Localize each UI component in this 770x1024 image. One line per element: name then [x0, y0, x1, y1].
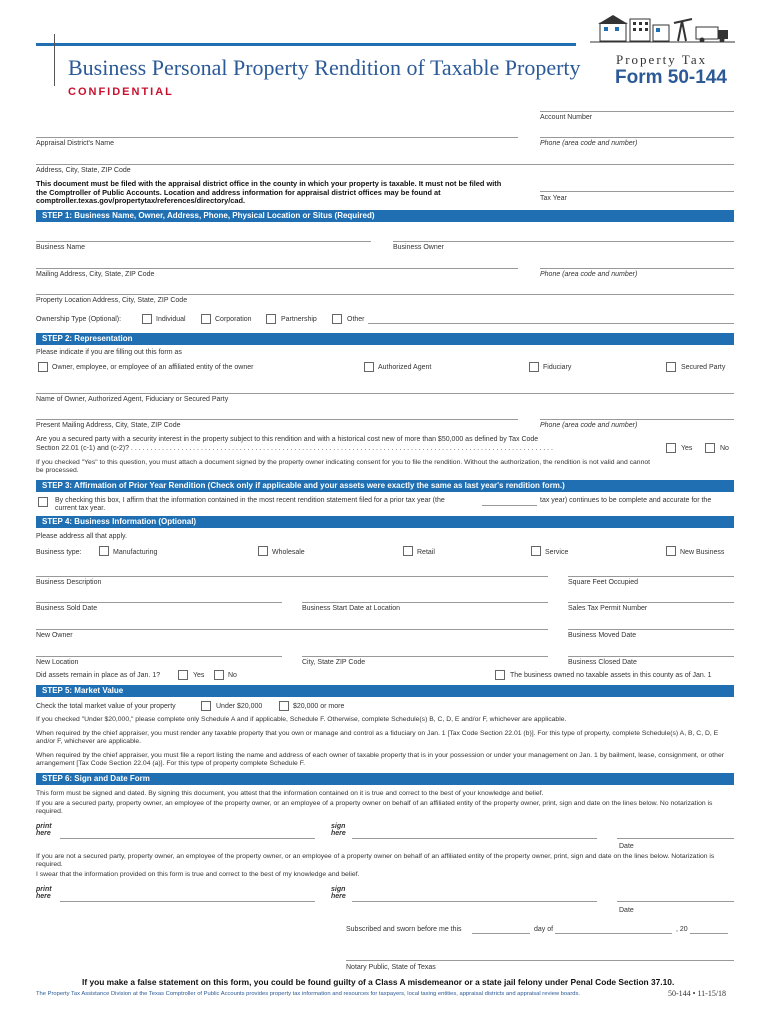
ownership-type-label: Ownership Type (Optional):	[36, 316, 122, 323]
new-owner-label: New Owner	[36, 632, 73, 639]
value-over-label: $20,000 or more	[293, 703, 345, 710]
type-service-label: Service	[545, 549, 569, 556]
ownership-other-label: Other	[347, 316, 365, 323]
step6-paragraph-1: This form must be signed and dated. By signing this document, you attest that the information contained on it is true and correct to the best of your knowledge and belief.	[36, 790, 544, 797]
subscribed-day-line[interactable]	[472, 933, 530, 934]
mailing-address-line[interactable]	[36, 268, 518, 269]
print-here-label-1	[36, 823, 52, 837]
affirmation-text-a: By checking this box, I affirm that the information contained in the most recent rendition statement filed for a prior tax year (the	[55, 497, 445, 504]
moved-date-line[interactable]	[568, 629, 734, 630]
print-name-line-1[interactable]	[60, 838, 315, 839]
value-under-label: Under $20,000	[216, 703, 263, 710]
business-description-line[interactable]	[36, 576, 548, 577]
print-here-1-bottom: here	[36, 830, 51, 837]
step5-paragraph-3: When required by the chief appraiser, you must file a report listing the name and address of each owner of taxable property that is in your possession or under your management on Jan. 1 by bailment, lease, consignment, or other arrangement [Tax Code Section 22.04 (a)]. For this type of property complete Schedule F.	[36, 752, 725, 767]
step4-header: STEP 4: Business Information (Optional)	[36, 516, 734, 528]
day-of-label: day of	[534, 926, 554, 933]
sign-here-2-top: sign	[331, 886, 346, 893]
sold-date-label: Business Sold Date	[36, 605, 98, 612]
rep-owner-checkbox[interactable]	[38, 362, 48, 372]
secured-yes-note: If you checked "Yes" to this question, you must attach a document signed by the property owner indicating consent for you to file the rendition. Without the authorization, the rendition is not valid and cannot be processed.	[36, 459, 651, 474]
secured-question-line2: Section 22.01 (c-1) and (c-2)? . . . . . . . . . . . . . . . . . . . . . . . . . . . . . . . . . . . . . . . . . . . . . . . . . . . . . . . . . . . . . . . . . . . . . . . . . . . . . . . . . . . . . . . . . . . . . . . . . . . . . . . . . . . . .	[36, 445, 553, 452]
new-owner-line[interactable]	[36, 629, 548, 630]
secured-no-checkbox[interactable]	[705, 443, 715, 453]
type-wholesale-checkbox[interactable]	[258, 546, 268, 556]
no-taxable-assets-checkbox[interactable]	[495, 670, 505, 680]
affirmation-text-c: current tax year.	[55, 505, 106, 512]
step2-intro: Please indicate if you are filling out this form as	[36, 349, 182, 356]
tax-year-label: Tax Year	[540, 195, 567, 202]
step5-paragraph-1: If you checked "Under $20,000," please complete only Schedule A and if applicable, Schedule F. Otherwise, complete Schedule(s) B, C, D, E and/or F, whichever are applicable.	[36, 716, 567, 723]
step1-phone-line[interactable]	[540, 268, 734, 269]
rep-agent-checkbox[interactable]	[364, 362, 374, 372]
subscribed-year-line[interactable]	[690, 933, 728, 934]
ownership-individual-label: Individual	[156, 316, 186, 323]
account-number-line[interactable]	[540, 111, 734, 112]
rep-fiduciary-checkbox[interactable]	[529, 362, 539, 372]
closed-date-line[interactable]	[568, 656, 734, 657]
property-location-label: Property Location Address, City, State, ZIP Code	[36, 297, 188, 304]
step6-paragraph-3: If you are not a secured party, property owner, an employee of the property owner, or an employee of a property owner on behalf of an affiliated entity of the property owner, print, sign and date on the lines below. Notarization is required.	[36, 853, 715, 868]
false-statement-warning: If you make a false statement on this form, you could be found guilty of a Class A misdemeanor or a state jail felony under Penal Code Section 37.10.	[82, 977, 675, 987]
step6-paragraph-4: I swear that the information provided on this form is true and correct to the best of my knowledge and belief.	[36, 871, 360, 878]
rep-name-label: Name of Owner, Authorized Agent, Fiduciary or Secured Party	[36, 396, 229, 403]
step6-header: STEP 6: Sign and Date Form	[36, 773, 734, 785]
step4-intro: Please address all that apply.	[36, 533, 127, 540]
type-service-checkbox[interactable]	[531, 546, 541, 556]
closed-date-label: Business Closed Date	[568, 659, 637, 666]
ownership-other-checkbox[interactable]	[332, 314, 342, 324]
signature-line-1[interactable]	[352, 838, 597, 839]
comma-20-label: , 20	[676, 926, 688, 933]
rep-secured-label: Secured Party	[681, 364, 726, 371]
step5-header: STEP 5: Market Value	[36, 685, 734, 697]
rep-fiduciary-label: Fiduciary	[543, 364, 572, 371]
check-value-label: Check the total market value of your property	[36, 703, 176, 710]
sign-here-1-bottom: here	[331, 830, 346, 837]
value-over-checkbox[interactable]	[279, 701, 289, 711]
property-tax-label: Property Tax	[616, 52, 708, 67]
form-number: Form 50-144	[615, 67, 727, 88]
ownership-other-line[interactable]	[368, 323, 734, 324]
square-feet-label: Square Feet Occupied	[568, 579, 639, 586]
step6-paragraph-2: If you are a secured party, property owner, an employee of the property owner, or an employee of a property owner on behalf of an affiliated entity of the property owner, print, sign and date on the lines below. No notarization is required.	[36, 800, 713, 815]
ownership-corporation-checkbox[interactable]	[201, 314, 211, 324]
present-address-label: Present Mailing Address, City, State, ZIP Code	[36, 422, 181, 429]
rep-secured-checkbox[interactable]	[666, 362, 676, 372]
top-phone-line[interactable]	[540, 137, 734, 138]
present-address-line[interactable]	[36, 419, 518, 420]
step5-paragraph-2: When required by the chief appraiser, you must render any taxable property that you own or manage and control as a fiduciary on Jan. 1 [Tax Code Section 22.01 (b)]. For this type of property, complete Schedule(s) A, B, C, D, E and/or F, whichever are applicable.	[36, 730, 719, 745]
moved-date-label: Business Moved Date	[568, 632, 637, 639]
business-name-label: Business Name	[36, 244, 86, 251]
form-code: 50-144 • 11-15/18	[668, 989, 727, 998]
sign-here-1-top: sign	[331, 823, 346, 830]
mailing-address-label: Mailing Address, City, State, ZIP Code	[36, 271, 155, 278]
step2-header: STEP 2: Representation	[36, 333, 734, 345]
ownership-partnership-label: Partnership	[281, 316, 317, 323]
header-rule	[36, 43, 576, 46]
appraisal-district-label: Appraisal District's Name	[36, 140, 114, 147]
date-label-2: Date	[619, 907, 634, 914]
business-owner-line[interactable]	[393, 241, 734, 242]
top-phone-label: Phone (area code and number)	[540, 140, 638, 147]
subscribed-label: Subscribed and sworn before me this	[346, 926, 462, 933]
print-here-2-bottom: here	[36, 893, 51, 900]
ownership-individual-checkbox[interactable]	[142, 314, 152, 324]
rep-agent-label: Authorized Agent	[378, 364, 432, 371]
new-location-label: New Location	[36, 659, 79, 666]
top-address-label: Address, City, State, ZIP Code	[36, 167, 131, 174]
print-here-1-top: print	[36, 823, 52, 830]
form-title: Business Personal Property Rendition of Taxable Property	[68, 55, 581, 80]
assets-no-label: No	[228, 672, 237, 679]
sign-here-2-bottom: here	[331, 893, 346, 900]
confidential-label: CONFIDENTIAL	[68, 86, 174, 98]
secured-no-label: No	[720, 445, 729, 452]
step1-phone-label: Phone (area code and number)	[540, 271, 638, 278]
assets-no-checkbox[interactable]	[214, 670, 224, 680]
subscribed-month-line[interactable]	[555, 933, 672, 934]
type-manufacturing-label: Manufacturing	[113, 549, 158, 556]
affirmation-text-b: tax year) continues to be complete and accurate for the	[540, 497, 712, 504]
sold-date-line[interactable]	[36, 602, 282, 603]
assets-question: Did assets remain in place as of Jan. 1?	[36, 672, 161, 679]
secured-yes-label: Yes	[681, 445, 693, 452]
assets-yes-label: Yes	[193, 672, 205, 679]
print-here-2-top: print	[36, 886, 52, 893]
start-date-label: Business Start Date at Location	[302, 605, 401, 612]
ownership-corporation-label: Corporation	[215, 316, 252, 323]
secured-question-line1: Are you a secured party with a security interest in the property subject to this rendition and with a historical cost new of more than $50,000 as defined by Tax Code	[36, 436, 539, 443]
header-left-tick	[54, 34, 55, 86]
business-owner-label: Business Owner	[393, 244, 444, 251]
sales-tax-label: Sales Tax Permit Number	[568, 605, 648, 612]
notary-label: Notary Public, State of Texas	[346, 964, 436, 971]
step2-phone-line[interactable]	[540, 419, 734, 420]
division-note: The Property Tax Assistance Division at the Texas Comptroller of Public Accounts provides property tax information and resources for taxpayers, local taxing entities, appraisal districts and appraisal review boards.	[36, 991, 580, 997]
secured-yes-checkbox[interactable]	[666, 443, 676, 453]
new-location-line[interactable]	[36, 656, 282, 657]
step3-header: STEP 3: Affirmation of Prior Year Rendition (Check only if applicable and your assets were exactly the same as last year's rendition form.)	[36, 480, 734, 492]
rep-name-line[interactable]	[36, 393, 734, 394]
type-new-business-label: New Business	[680, 549, 725, 556]
type-new-business-checkbox[interactable]	[666, 546, 676, 556]
step2-phone-label: Phone (area code and number)	[540, 422, 638, 429]
no-taxable-assets-label: The business owned no taxable assets in this county as of Jan. 1	[510, 672, 712, 679]
start-date-line[interactable]	[302, 602, 548, 603]
step1-header: STEP 1: Business Name, Owner, Address, Phone, Physical Location or Situs (Required)	[36, 210, 734, 222]
date-label-1: Date	[619, 843, 634, 850]
type-retail-label: Retail	[417, 549, 435, 556]
filing-notice: This document must be filed with the appraisal district office in the county in which your property is taxable. It must not be filed with the Comptroller of Public Accounts. Location and address information for appraisal district offices may be found at comptroller.texas.gov/propertytax/references/directory/cad.	[36, 179, 502, 206]
tax-year-line[interactable]	[540, 191, 734, 192]
property-tax-logo-icon	[590, 13, 735, 43]
type-wholesale-label: Wholesale	[272, 549, 305, 556]
type-retail-checkbox[interactable]	[403, 546, 413, 556]
date-line-2[interactable]	[617, 901, 734, 902]
type-manufacturing-checkbox[interactable]	[99, 546, 109, 556]
business-name-line[interactable]	[36, 241, 371, 242]
square-feet-line[interactable]	[568, 576, 734, 577]
ownership-partnership-checkbox[interactable]	[266, 314, 276, 324]
city-zip-line[interactable]	[302, 656, 548, 657]
rep-owner-label: Owner, employee, or employee of an affiliated entity of the owner	[52, 364, 254, 371]
signature-line-2[interactable]	[352, 901, 597, 902]
account-number-label: Account Number	[540, 114, 593, 121]
sign-here-label-2	[331, 886, 346, 900]
print-name-line-2[interactable]	[60, 901, 315, 902]
property-location-line[interactable]	[36, 294, 734, 295]
sales-tax-line[interactable]	[568, 602, 734, 603]
assets-yes-checkbox[interactable]	[178, 670, 188, 680]
top-address-line[interactable]	[36, 164, 734, 165]
prior-year-line[interactable]	[482, 505, 537, 506]
affirmation-checkbox[interactable]	[38, 497, 48, 507]
notary-line[interactable]	[346, 960, 734, 961]
business-type-label: Business type:	[36, 549, 82, 556]
print-here-label-2	[36, 886, 52, 900]
date-line-1[interactable]	[617, 838, 734, 839]
appraisal-district-line[interactable]	[36, 137, 518, 138]
value-under-checkbox[interactable]	[201, 701, 211, 711]
sign-here-label-1	[331, 823, 346, 837]
business-description-label: Business Description	[36, 579, 102, 586]
city-zip-label: City, State ZIP Code	[302, 659, 366, 666]
